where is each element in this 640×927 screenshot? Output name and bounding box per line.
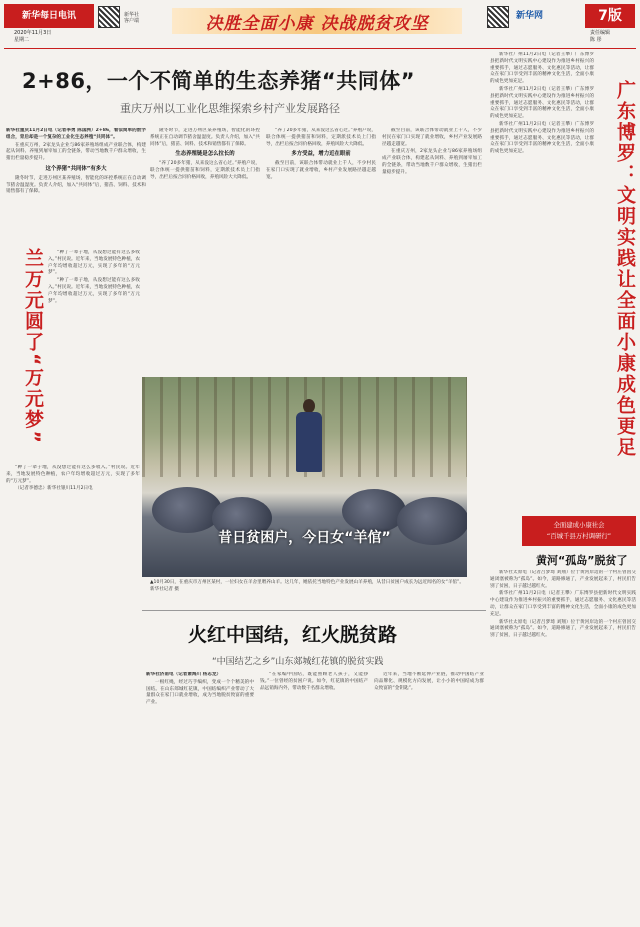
right-story-text [490, 570, 636, 910]
left-feature-col-2 [6, 465, 140, 905]
story-para: 截至目前，该联合体带动就业上千人，不少村民在家门口实现了就业增收，乡村产业发展路径越走越宽。 [382, 128, 482, 147]
photo-credit: ▲10月30日，在重庆市万州区某村，一位妇女在羊舍里喂养山羊。这几年，她依托当地特色产业发展山羊养殖，从昔日贫困户成长为远近闻名的女“羊倌”。 新华社记者 摄 [150, 580, 467, 592]
story-para: 截至目前，该联合体带动就业上千人，不少村民在家门口实现了就业增收，乡村产业发展路径越走越宽。 [266, 161, 376, 180]
editor-name: 陈 彤 [590, 37, 602, 43]
story-para: “养了20多年猪，从来没这么省心过。”养殖户说，联合体统一提供猪苗和饲料，定期派技术员上门指导，出栏后按合同价格回收，养殖风险大大降低。 [150, 161, 260, 180]
news-logo: 新华网 [516, 11, 544, 21]
left-feature-title: 兰万元圆了“万元梦” [22, 248, 44, 445]
right-para: 新华社广州11月2日电（记者王攀）广东博罗县把新时代文明实践中心建设作为推进乡村振兴的重要抓手，通过志愿服务、文化惠民等活动，让群众在家门口享受到丰富的精神文化生活，全面小康的成色更加充足。 [490, 52, 594, 85]
second-subhead: “中国结艺之乡”山东郯城红花镇的脱贫实践 [212, 657, 384, 667]
story-subtitle: 多方受益，增力近在眼前 [291, 151, 351, 158]
issue-date [14, 30, 51, 44]
masthead [0, 0, 640, 52]
figure-body [296, 412, 322, 472]
story-para: 隆冬时节，走进万州区某养殖场，智能化的环控系统正在自动调节猪舍温湿度。负责人介绍，加入“共同体”后，猪苗、饲料、技术和销售都有了保障。 [150, 128, 260, 147]
series-label-box [522, 516, 636, 546]
right-column-text [490, 52, 594, 512]
weekday-text: 星期二 [14, 37, 30, 43]
masthead-rule [4, 48, 636, 49]
story-subtitle: 这个养猪“共同体”有多大 [45, 165, 107, 172]
right-feature-title: 广东博罗：文明实践让全面小康成色更足 [614, 80, 636, 458]
second-para: “在家编中国结，既能照顾老人孩子，又能挣钱。”一位曾经的贫困户说。如今，红花镇的中国结产品远销海内外，带动数千名群众增收。 [260, 672, 368, 691]
story-para: 在重庆万州，2家龙头企业与86家养殖场组成产业联合体，构建起从饲料、养殖到屠宰加工的全链条，带动当地数千户群众增收，生猪出栏量稳步提升。 [382, 149, 482, 175]
series-label-line2: “百城千县万村调研行” [546, 532, 612, 540]
story-divider [142, 610, 486, 611]
series-label-line1: 全面建成小康社会 [553, 521, 605, 529]
feature-credit: （记者李德忠）新华社银川11月2日电 [15, 486, 93, 492]
editor-label: 责任编辑 [590, 30, 611, 36]
editor-credit [590, 30, 610, 44]
second-para: 一根红绳，经过巧手编织，变成一个个精美的中国结。在山东郯城红花镇，中国结编织产业带动了大量群众在家门口就业增收，成为当地脱贫致富的重要产业。 [146, 679, 254, 706]
section-banner: 决胜全面小康 决战脱贫攻坚 [172, 8, 462, 34]
client-label: 新华社 客户端 [124, 12, 140, 24]
main-headline: 2+86，一个不简单的生态养猪“共同体” [22, 69, 416, 93]
date-text: 2020年11月3日 [14, 30, 52, 36]
feature-para: “种了一辈子地，从没想过能有这么多收入。”村民说。近年来，当地发展特色种植，农户年均增收超过万元，实现了多年的“万元梦”。 [48, 250, 140, 276]
right-story-para: 新华社太原电（记者吕梦琦 刘翔）位于黄河岸边的一个村庄曾因交通闭塞被称为“孤岛”。如今，道路修通了，产业发展起来了，村民们告别了贫困，日子越过越红火。 [490, 570, 636, 589]
feature-para: “种了一辈子地，从没想过能有这么多收入。”村民说。近年来，当地发展特色种植，农户年均增收超过万元，实现了多年的“万元梦”。 [48, 278, 140, 304]
story-para: 隆冬时节，走进万州区某养殖场，智能化的环控系统正在自动调节猪舍温湿度。负责人介绍，加入“共同体”后，猪苗、饲料、技术和销售都有了保障。 [6, 175, 146, 195]
second-story-col-3 [374, 672, 484, 912]
qr-code-icon-2 [487, 6, 509, 28]
woman-figure [292, 399, 326, 485]
main-story-col-2 [150, 128, 260, 373]
figure-head [303, 399, 315, 413]
goat-farm-photo [142, 377, 467, 577]
qr-code-icon [98, 6, 120, 28]
second-headline: 火红中国结，红火脱贫路 [188, 624, 398, 646]
story-para: 在重庆万州，2家龙头企业与86家养殖场组成产业联合体，构建起从饲料、养殖到屠宰加工的全链条，带动当地数千户群众增收，生猪出栏量稳步提升。 [6, 142, 146, 162]
right-para: 新华社广州11月2日电（记者王攀）广东博罗县把新时代文明实践中心建设作为推进乡村振兴的重要抓手，通过志愿服务、文化惠民等活动，让群众在家门口享受到丰富的精神文化生活，全面小康的成色更加充足。 [490, 121, 594, 155]
page-number: 7版 [585, 4, 635, 28]
paper-logo: 新华每日电讯 [4, 4, 94, 28]
right-story-para: 新华社广州11月2日电（记者王攀）广东博罗县把新时代文明实践中心建设作为推进乡村振兴的重要抓手，通过志愿服务、文化惠民等活动，让群众在家门口享受到丰富的精神文化生活，全面小康的成色更加充足。 [490, 591, 636, 617]
right-story-para: 新华社太原电（记者吕梦琦 刘翔）位于黄河岸边的一个村庄曾因交通闭塞被称为“孤岛”。如今，道路修通了，产业发展起来了，村民们告别了贫困，日子越过越红火。 [490, 619, 636, 639]
feature-para: “种了一辈子地，从没想过能有这么多收入。”村民说。近年来，当地发展特色种植，农户年均增收超过万元，实现了多年的“万元梦”。 [6, 465, 140, 484]
second-story-col-1 [146, 672, 254, 912]
main-story-col-4 [382, 128, 482, 373]
story-lead: 新华社重庆11月2日电（记者李勇 陈国洲）2+86，看似简单的数字组合，背后却是一个复杂的工业化生态养殖“共同体”。 [6, 128, 146, 140]
right-story-headline: 黄河“孤岛”脱贫了 [536, 554, 628, 567]
right-para: 新华社广州11月2日电（记者王攀）广东博罗县把新时代文明实践中心建设作为推进乡村振兴的重要抓手，通过志愿服务、文化惠民等活动，让群众在家门口享受到丰富的精神文化生活，全面小康的成色更加充足。 [490, 86, 594, 120]
main-story-col-1 [6, 128, 146, 248]
main-subhead: 重庆万州以工业化思维探索乡村产业发展路径 [120, 102, 340, 115]
story-para: “养了20多年猪，从来没这么省心过。”养殖户说，联合体统一提供猪苗和饲料，定期派技术员上门指导，出栏后按合同价格回收，养殖风险大大降低。 [266, 128, 376, 147]
story-subtitle: 生态养殖链是怎么拉长的 [175, 151, 235, 158]
second-story-col-2 [260, 672, 368, 912]
second-para: 近年来，当地不断延伸产业链，推动中国结产业向品牌化、规模化方向发展，让小小的中国结成为群众致富的“金钥匙”。 [374, 672, 484, 691]
main-story-col-3 [266, 128, 376, 373]
photo-caption: 昔日贫困户，今日女“羊倌” [218, 530, 391, 546]
second-byline: 新华社济南电（记者萧海川 杨志龙） [146, 672, 222, 677]
